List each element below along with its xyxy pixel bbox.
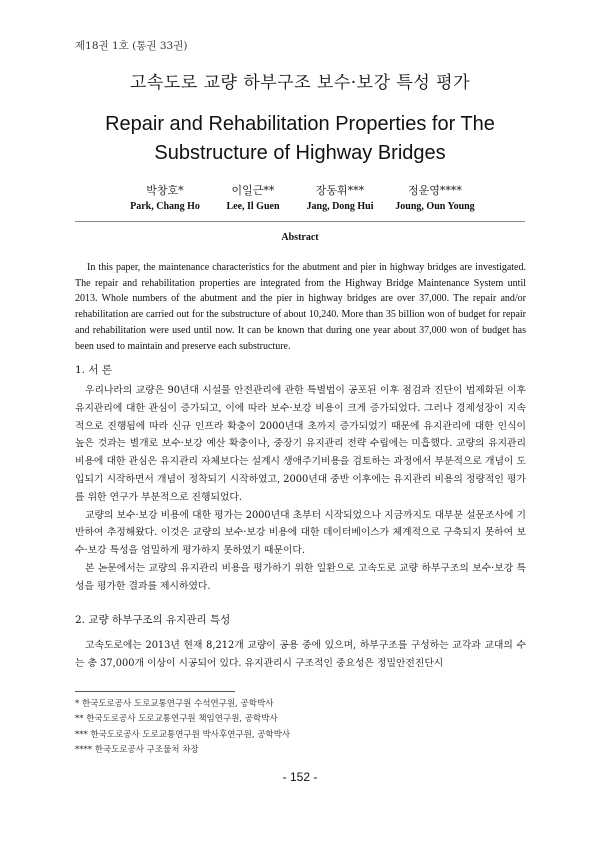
footnote: *** 한국도로공사 도로교통연구원 박사후연구원, 공학박사	[75, 729, 291, 740]
author-name-ko: 이일근**	[231, 184, 275, 197]
journal-issue-header: 제18권 1호 (통권 33권)	[75, 40, 188, 52]
footnote: * 한국도로공사 도로교통연구원 수석연구원, 공학박사	[75, 699, 274, 709]
author-4	[385, 182, 485, 212]
abstract-heading: Abstract	[281, 232, 319, 243]
footnote-divider	[75, 691, 235, 692]
page-number: - 152 -	[282, 770, 318, 784]
author-name-ko: 정운영****	[408, 184, 462, 197]
abstract-text: In this paper, the maintenance characteristics for the abutment and pier in highway bridges are investigated. The repair and rehabilitation properties are integrated from the Highway Bridge Maintenance System until 2013. Whole numbers of the abutment and the pier in highway bridges are over 37,000. The repair and/or rehabilitation are carried out for the substructure of about 10,240. More than 35 billion won of budget for repair and rehabilitation were used until now. It can be known that during one year about 37,000 won of budget has been used to maintain and preserve each substructure.	[75, 262, 526, 352]
section-body-maintenance	[75, 637, 526, 673]
author-1	[125, 182, 205, 212]
paragraph: 본 논문에서는 교량의 유지관리 비용을 평가하기 위한 일환으로 고속도로 교량 하부구조의 보수·보강 특성을 평가한 결과를 제시하였다.	[75, 562, 526, 592]
paragraph: 우리나라의 교량은 90년대 시설물 안전관리에 관한 특별법이 공포된 이후 점검과 진단이 법제화된 이후 유지관리에 대한 관심이 증가되고, 이에 따라 보수·보강 비용이 크게 증가되었다. 그러나 경제성장이 지속적으로 진행됨에 따라 신규 인프라 확충이 2000년대 초까지 증가되었기 때문에 유지관리에 대한 인식이 높은 것과는 별개로 보수·보강 예산 확충이나, 중장기 유지관리 전략 수립에는 미흡했다. 교량의 유지관리 비용에 대한 관심은 유지관리 자체보다는 설계시 생애주기비용을 검토하는 과정에서 부분적으로 개념이 도입되기 시작하면서 개념이 정착되기 시작하였고, 2000년대 중반 이후에는 유지관리 비용의 정량적인 평가를 위한 연구가 부분적으로 진행되었다.	[75, 385, 526, 503]
title-english	[0, 110, 600, 168]
title-english-line2: Substructure of Highway Bridges	[154, 142, 446, 164]
author-name-en: Lee, Il Guen	[226, 201, 280, 212]
author-name-en: Park, Chang Ho	[130, 201, 200, 212]
divider	[75, 221, 525, 222]
title-english-line1: Repair and Rehabilitation Properties for The	[105, 113, 495, 135]
author-3	[295, 182, 385, 212]
footnote: ** 한국도로공사 도로교통연구원 책임연구원, 공학박사	[75, 714, 278, 725]
section-heading-maintenance: 2. 교량 하부구조의 유지관리 특성	[75, 614, 231, 626]
paragraph: 고속도로에는 2013년 현재 8,212개 교량이 공용 중에 있으며, 하부구조를 구성하는 교각과 교대의 수는 총 37,000개 이상이 시공되어 있다. 유지관리시 구조적인 중요성은 정밀안전진단시	[75, 640, 526, 669]
section-body-introduction	[75, 382, 526, 596]
footnote: **** 한국도로공사 구조물처 차장	[75, 745, 199, 756]
section-heading-introduction: 1. 서 론	[75, 364, 112, 376]
author-name-ko: 장동휘***	[315, 184, 365, 197]
footnotes	[75, 697, 290, 759]
paragraph: 교량의 보수·보강 비용에 대한 평가는 2000년대 초부터 시작되었으나 지금까지도 대부분 설문조사에 기반하여 추정해왔다. 이것은 교량의 보수·보강 비용에 대한 데이터베이스가 체계적으로 구축되지 못하여 보수·보강 특성을 엄밀하게 평가하지 못하였기 때문이다.	[75, 509, 526, 557]
author-name-en: Jang, Dong Hui	[306, 201, 374, 212]
author-2	[213, 182, 293, 212]
author-name-en: Joung, Oun Young	[395, 201, 475, 212]
author-name-ko: 박창호*	[146, 184, 184, 197]
title-korean: 고속도로 교량 하부구조 보수·보강 특성 평가	[129, 73, 471, 93]
